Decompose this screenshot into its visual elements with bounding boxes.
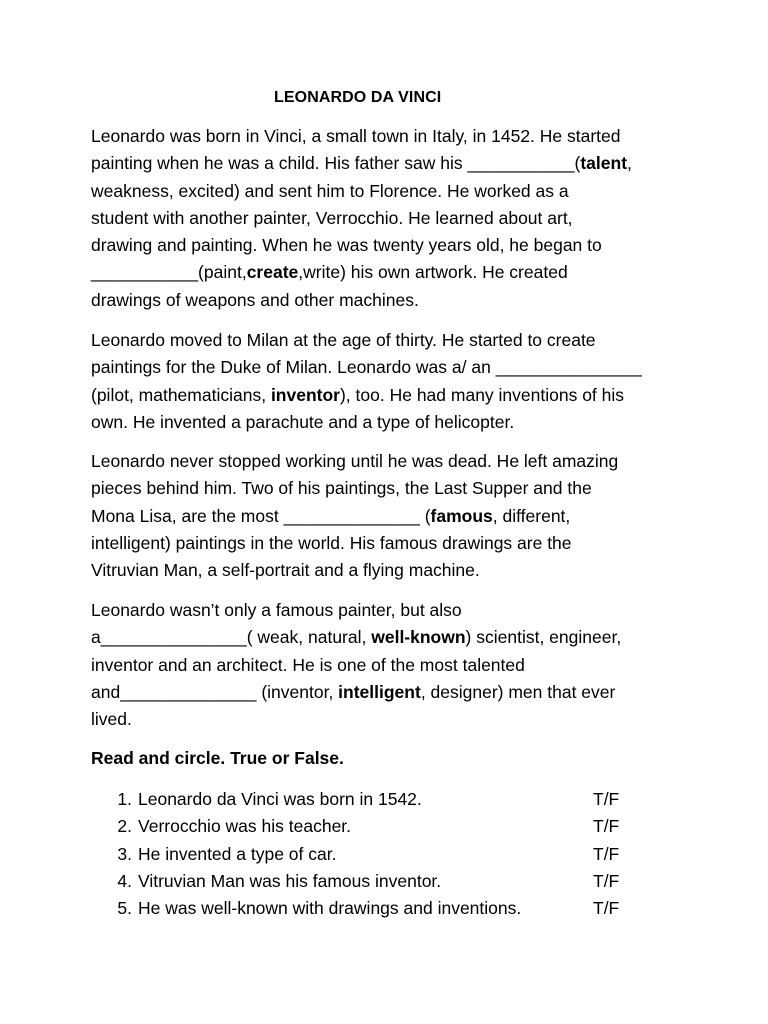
- paragraph-legacy: [91, 448, 691, 584]
- text-line: [91, 624, 691, 651]
- item-number: 5.: [117, 898, 132, 919]
- text-run: Leonardo moved to Milan at the age of thirty. He started to create: [91, 330, 596, 350]
- text-run: inventor and an architect. He is one of the most talented: [91, 654, 525, 675]
- answer-word: inventor: [270, 384, 340, 405]
- text-line: [91, 232, 691, 259]
- true-false-choice[interactable]: T/F: [593, 789, 620, 809]
- text-run: pieces behind him. Two of his paintings, the Last Supper and the: [91, 478, 592, 499]
- exercise-heading: Read and circle. True or False.: [91, 748, 344, 768]
- text-line: [91, 679, 691, 706]
- list-item: [112, 868, 652, 895]
- text-line: [91, 382, 691, 409]
- text-run: ___________(paint,: [91, 262, 247, 283]
- text-line: [91, 652, 691, 679]
- answer-word: famous: [430, 505, 493, 526]
- true-false-choice[interactable]: T/F: [593, 843, 620, 864]
- answer-word: well-known: [371, 627, 466, 648]
- text-line: [91, 597, 691, 624]
- list-item: [112, 841, 652, 868]
- text-line: [91, 503, 691, 530]
- statement-text: Vitruvian Man was his famous inventor.: [138, 870, 442, 891]
- text-line: [91, 354, 691, 381]
- text-line: [91, 557, 691, 584]
- text-line: [91, 150, 691, 177]
- statement-text: He invented a type of car.: [138, 843, 337, 864]
- statement-text: He was well-known with drawings and inventions.: [138, 898, 522, 919]
- text-run: lived.: [91, 709, 132, 730]
- text-run: weakness, excited) and sent him to Florence. He worked as a: [91, 180, 569, 201]
- text-line: [91, 706, 691, 733]
- text-line: [91, 259, 691, 286]
- paragraph-milan: [91, 327, 691, 436]
- true-false-choice[interactable]: T/F: [593, 870, 620, 891]
- statement-text: Leonardo da Vinci was born in 1542.: [138, 789, 422, 809]
- answer-word: intelligent: [338, 681, 421, 702]
- text-run: Leonardo wasn’t only a famous painter, but also: [91, 600, 462, 620]
- text-run: ) scientist, engineer,: [465, 627, 622, 648]
- text-run: and______________ (inventor,: [91, 681, 339, 702]
- text-line: [91, 205, 691, 232]
- text-line: [91, 178, 691, 205]
- item-number: 1.: [117, 789, 132, 809]
- text-line: [91, 448, 691, 475]
- paragraph-birth: [91, 123, 691, 314]
- text-run: (pilot, mathematicians,: [91, 384, 271, 405]
- list-item: [112, 895, 652, 922]
- item-number: 3.: [117, 843, 132, 864]
- text-run: , different,: [492, 505, 571, 526]
- text-run: ), too. He had many inventions of his: [339, 384, 625, 405]
- text-run: ,write) his own artwork. He created: [298, 262, 568, 283]
- true-false-list: [112, 786, 652, 922]
- text-run: Leonardo never stopped working until he was dead. He left amazing: [91, 451, 619, 471]
- text-run: drawings of weapons and other machines.: [91, 289, 419, 310]
- text-line: [91, 475, 691, 502]
- text-run: Vitruvian Man, a self-portrait and a flying machine.: [91, 560, 480, 581]
- true-false-choice[interactable]: T/F: [593, 898, 620, 919]
- text-run: ,: [627, 153, 632, 174]
- text-run: Leonardo was born in Vinci, a small town in Italy, in 1452. He started: [91, 126, 621, 146]
- statement-text: Verrocchio was his teacher.: [138, 816, 352, 837]
- list-item: [112, 786, 652, 813]
- item-number: 4.: [117, 870, 132, 891]
- text-run: a_______________( weak, natural,: [91, 627, 372, 648]
- text-line: [91, 287, 691, 314]
- text-run: drawing and painting. When he was twenty years old, he began to: [91, 235, 602, 256]
- text-run: paintings for the Duke of Milan. Leonardo was a/ an _______________: [91, 357, 642, 378]
- item-number: 2.: [117, 816, 132, 837]
- text-run: , designer) men that ever: [420, 681, 616, 702]
- text-line: [91, 409, 691, 436]
- text-run: intelligent) paintings in the world. His famous drawings are the: [91, 532, 572, 553]
- text-run: Mona Lisa, are the most ______________ (: [91, 505, 431, 526]
- answer-word: create: [246, 262, 299, 283]
- text-line: [91, 530, 691, 557]
- answer-word: talent: [580, 153, 628, 174]
- paragraph-famous: [91, 597, 691, 733]
- text-run: own. He invented a parachute and a type of helicopter.: [91, 411, 515, 432]
- true-false-choice[interactable]: T/F: [593, 816, 620, 837]
- text-run: student with another painter, Verrocchio. He learned about art,: [91, 207, 573, 228]
- text-line: [91, 327, 691, 354]
- text-run: painting when he was a child. His father saw his ___________(: [91, 153, 581, 174]
- list-item: [112, 813, 652, 840]
- text-line: [91, 123, 691, 150]
- page-title: LEONARDO DA VINCI: [274, 89, 442, 106]
